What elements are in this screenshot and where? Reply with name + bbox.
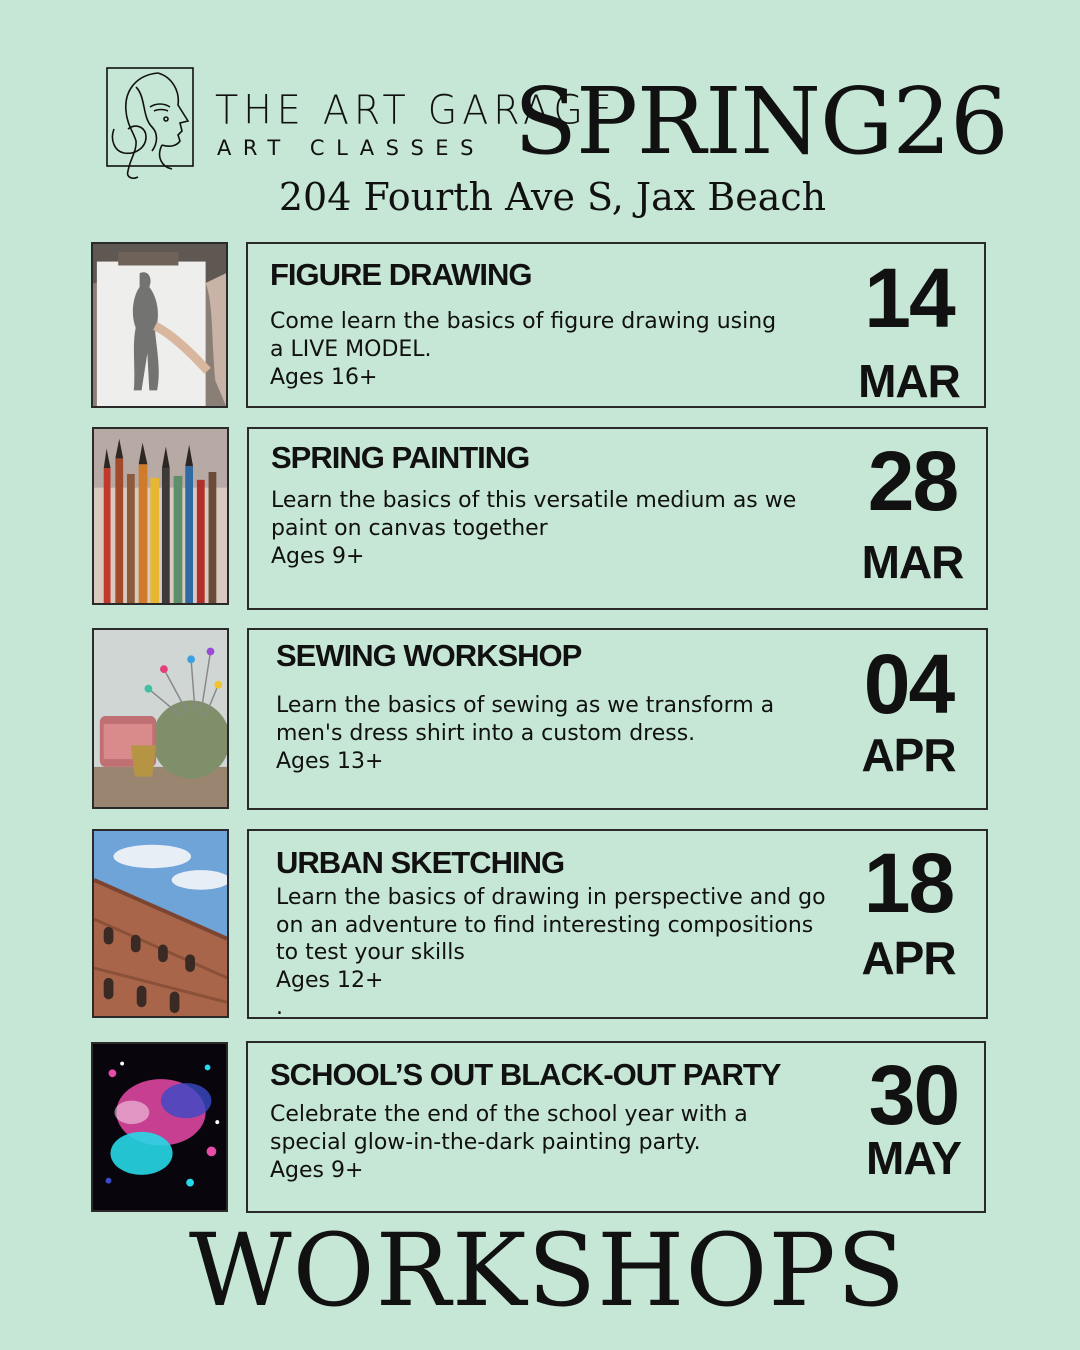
workshop-month: MAY <box>866 1132 961 1184</box>
workshop-card-schools-out-party[interactable] <box>246 1041 986 1213</box>
workshop-description: Learn the basics of sewing as we transform a men's dress shirt into a custom dress. Ages 13+ <box>276 693 775 774</box>
season-title: SPRING26 <box>514 68 1008 175</box>
brick-building-photo <box>92 829 229 1018</box>
address: 204 Fourth Ave S, Jax Beach <box>278 175 827 219</box>
workshop-day: 14 <box>864 251 954 345</box>
brand-subtitle: ART CLASSES <box>217 136 485 160</box>
workshop-day: 18 <box>863 836 954 930</box>
workshop-description: Learn the basics of drawing in perspective and go on an adventure to find interesting compositions to test your skills Ages 12+ . <box>276 885 826 1020</box>
workshop-title: SCHOOL’S OUT BLACK-OUT PARTY <box>270 1057 781 1092</box>
workshop-month: MAR <box>858 355 960 407</box>
workshop-month: MAR <box>861 536 964 588</box>
workshop-day: 04 <box>863 637 954 731</box>
footer-title: WORKSHOPS <box>188 1212 907 1329</box>
workshop-month: APR <box>861 729 956 781</box>
workshop-title: SEWING WORKSHOP <box>276 638 582 673</box>
workshop-title: FIGURE DRAWING <box>270 257 532 292</box>
neon-paint-splatter-photo <box>91 1042 228 1212</box>
workshop-description: Celebrate the end of the school year with a special glow-in-the-dark painting party. Ages 9+ <box>270 1102 748 1183</box>
sewing-supplies-photo <box>92 628 229 809</box>
art-garage-logo <box>106 67 194 181</box>
brand-name: THE ART GARAGE <box>215 86 617 134</box>
workshop-title: URBAN SKETCHING <box>276 845 565 880</box>
workshop-day: 30 <box>868 1048 959 1142</box>
workshop-card-sewing-workshop[interactable] <box>247 628 988 810</box>
workshop-card-figure-drawing[interactable] <box>246 242 986 408</box>
figure-drawing-photo <box>91 242 228 408</box>
workshop-card-spring-painting[interactable] <box>247 427 988 610</box>
paintbrushes-photo <box>92 427 229 605</box>
workshop-title: SPRING PAINTING <box>271 440 530 475</box>
workshop-description: Learn the basics of this versatile medium as we paint on canvas together Ages 9+ <box>271 488 797 569</box>
workshop-month: APR <box>861 932 956 984</box>
workshop-description: Come learn the basics of figure drawing using a LIVE MODEL. Ages 16+ <box>270 309 777 390</box>
workshop-day: 28 <box>867 434 958 528</box>
workshop-card-urban-sketching[interactable] <box>247 829 988 1019</box>
